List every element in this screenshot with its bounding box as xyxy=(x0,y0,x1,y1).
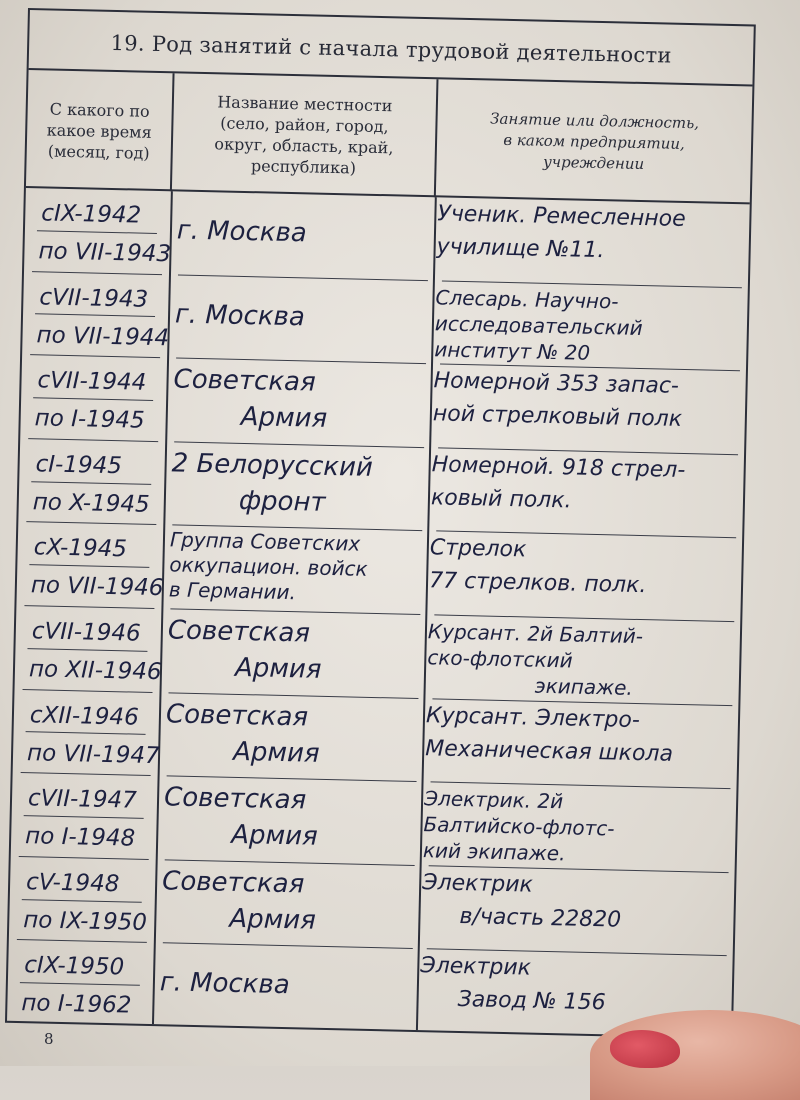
date-to: по I-1948 xyxy=(24,823,136,852)
date-from: cI-1945 xyxy=(35,451,123,480)
page-number: 8 xyxy=(44,1030,54,1048)
fingernail xyxy=(610,1030,680,1068)
date-from: cX-1945 xyxy=(33,534,128,563)
table-row xyxy=(16,522,742,622)
occupation-line: Курсант. Электро- xyxy=(425,702,641,733)
place-line: Советская xyxy=(173,364,317,398)
occupation-line: исследовательский xyxy=(434,310,643,340)
place-line: Советская xyxy=(163,782,307,816)
table-row xyxy=(13,689,739,789)
place-line: г. Москва xyxy=(176,215,308,249)
occupation-line: институт № 20 xyxy=(434,336,591,365)
occupation-line: ной стрелковый полк xyxy=(432,401,683,433)
date-divider xyxy=(20,982,140,986)
place-line: Советская xyxy=(165,698,309,733)
date-to: по XII-1946 xyxy=(28,656,162,686)
date-from: cIX-1942 xyxy=(41,200,142,229)
occupation-line: Электрик xyxy=(420,953,532,982)
date-from: cIX-1950 xyxy=(23,952,125,981)
occupation-line: Номерной 353 запас- xyxy=(433,368,680,400)
place-line: Армия xyxy=(230,820,319,852)
table-title: 19. Род занятий с начала трудовой деятельности xyxy=(29,10,754,86)
table-row xyxy=(18,439,744,539)
date-divider xyxy=(27,648,147,652)
date-divider xyxy=(31,481,151,485)
date-to: по X-1945 xyxy=(32,489,150,518)
date-from: cV-1948 xyxy=(25,868,120,898)
header-occupation: Занятие или должность, в каком предприятии, учреждении xyxy=(489,109,700,173)
table-row xyxy=(11,773,737,873)
place-line: Советская xyxy=(167,615,311,649)
occupation-line: ковый полк. xyxy=(430,485,572,514)
occupation-line: Стрелок xyxy=(429,535,527,563)
place-line: Армия xyxy=(232,736,320,769)
date-divider xyxy=(35,314,155,318)
place-line: Советская xyxy=(161,866,305,900)
date-to: по VII-1947 xyxy=(26,739,160,769)
date-divider xyxy=(37,230,157,234)
date-to: по VII-1946 xyxy=(30,572,164,602)
place-line: фронт xyxy=(238,485,326,518)
occupation-line: ско-флотский xyxy=(427,645,573,673)
occupation-line: Механическая школа xyxy=(425,735,674,767)
date-to: по VII-1943 xyxy=(38,238,172,268)
place-line: Армия xyxy=(234,652,322,685)
date-to: по I-1962 xyxy=(21,990,132,1019)
date-divider xyxy=(29,564,149,568)
occupation-line: кий экипаже. xyxy=(422,838,566,866)
table-row xyxy=(22,272,748,372)
date-to: по IX-1950 xyxy=(23,906,148,936)
occupation-line: Электрик. 2й xyxy=(423,786,564,814)
header-location: Название местности (село, район, город, округ, область, край, республика) xyxy=(172,73,439,197)
place-line: Армия xyxy=(229,903,317,936)
occupation-line: Электрик xyxy=(421,869,534,898)
table-row xyxy=(20,355,746,455)
occupation-line: 77 стрелков. полк. xyxy=(428,568,647,599)
occupation-line: Слесарь. Научно- xyxy=(435,284,619,314)
occupation-line: Курсант. 2й Балтий- xyxy=(427,619,644,649)
date-divider xyxy=(22,899,142,903)
place-line: в Германии. xyxy=(168,577,297,605)
date-to: по VII-1944 xyxy=(36,321,170,351)
occupation-line: в/часть 22820 xyxy=(459,903,622,933)
occupation-line: Балтийско-флотс- xyxy=(423,812,615,841)
date-from: cVII-1947 xyxy=(27,785,138,814)
occupation-line: училище №11. xyxy=(436,234,605,264)
employment-table xyxy=(5,8,756,1039)
date-from: cVII-1943 xyxy=(39,283,149,313)
occupation-line: Номерной. 918 стрел- xyxy=(431,452,686,483)
place-line: оккупацион. войск xyxy=(169,552,368,582)
place-line: Армия xyxy=(240,402,328,435)
table-row xyxy=(24,188,750,288)
occupation-line: Ученик. Ремесленное xyxy=(437,201,686,232)
place-line: 2 Белорусский xyxy=(171,448,374,483)
occupation-line: Завод № 156 xyxy=(457,987,606,1016)
place-line: г. Москва xyxy=(174,299,306,332)
occupation-line: экипаже. xyxy=(534,673,634,700)
date-divider xyxy=(26,732,146,736)
date-from: cVII-1944 xyxy=(37,367,147,396)
table-row xyxy=(9,857,735,957)
date-from: cVII-1946 xyxy=(31,618,141,647)
date-divider xyxy=(24,815,144,819)
place-line: г. Москва xyxy=(159,967,291,1001)
date-divider xyxy=(33,397,153,401)
date-from: cXII-1946 xyxy=(29,701,140,731)
date-to: по I-1945 xyxy=(34,405,146,434)
place-line: Группа Советских xyxy=(169,527,361,557)
header-period: С какого по какое время (месяц, год) xyxy=(26,70,175,191)
table-row xyxy=(15,606,741,706)
